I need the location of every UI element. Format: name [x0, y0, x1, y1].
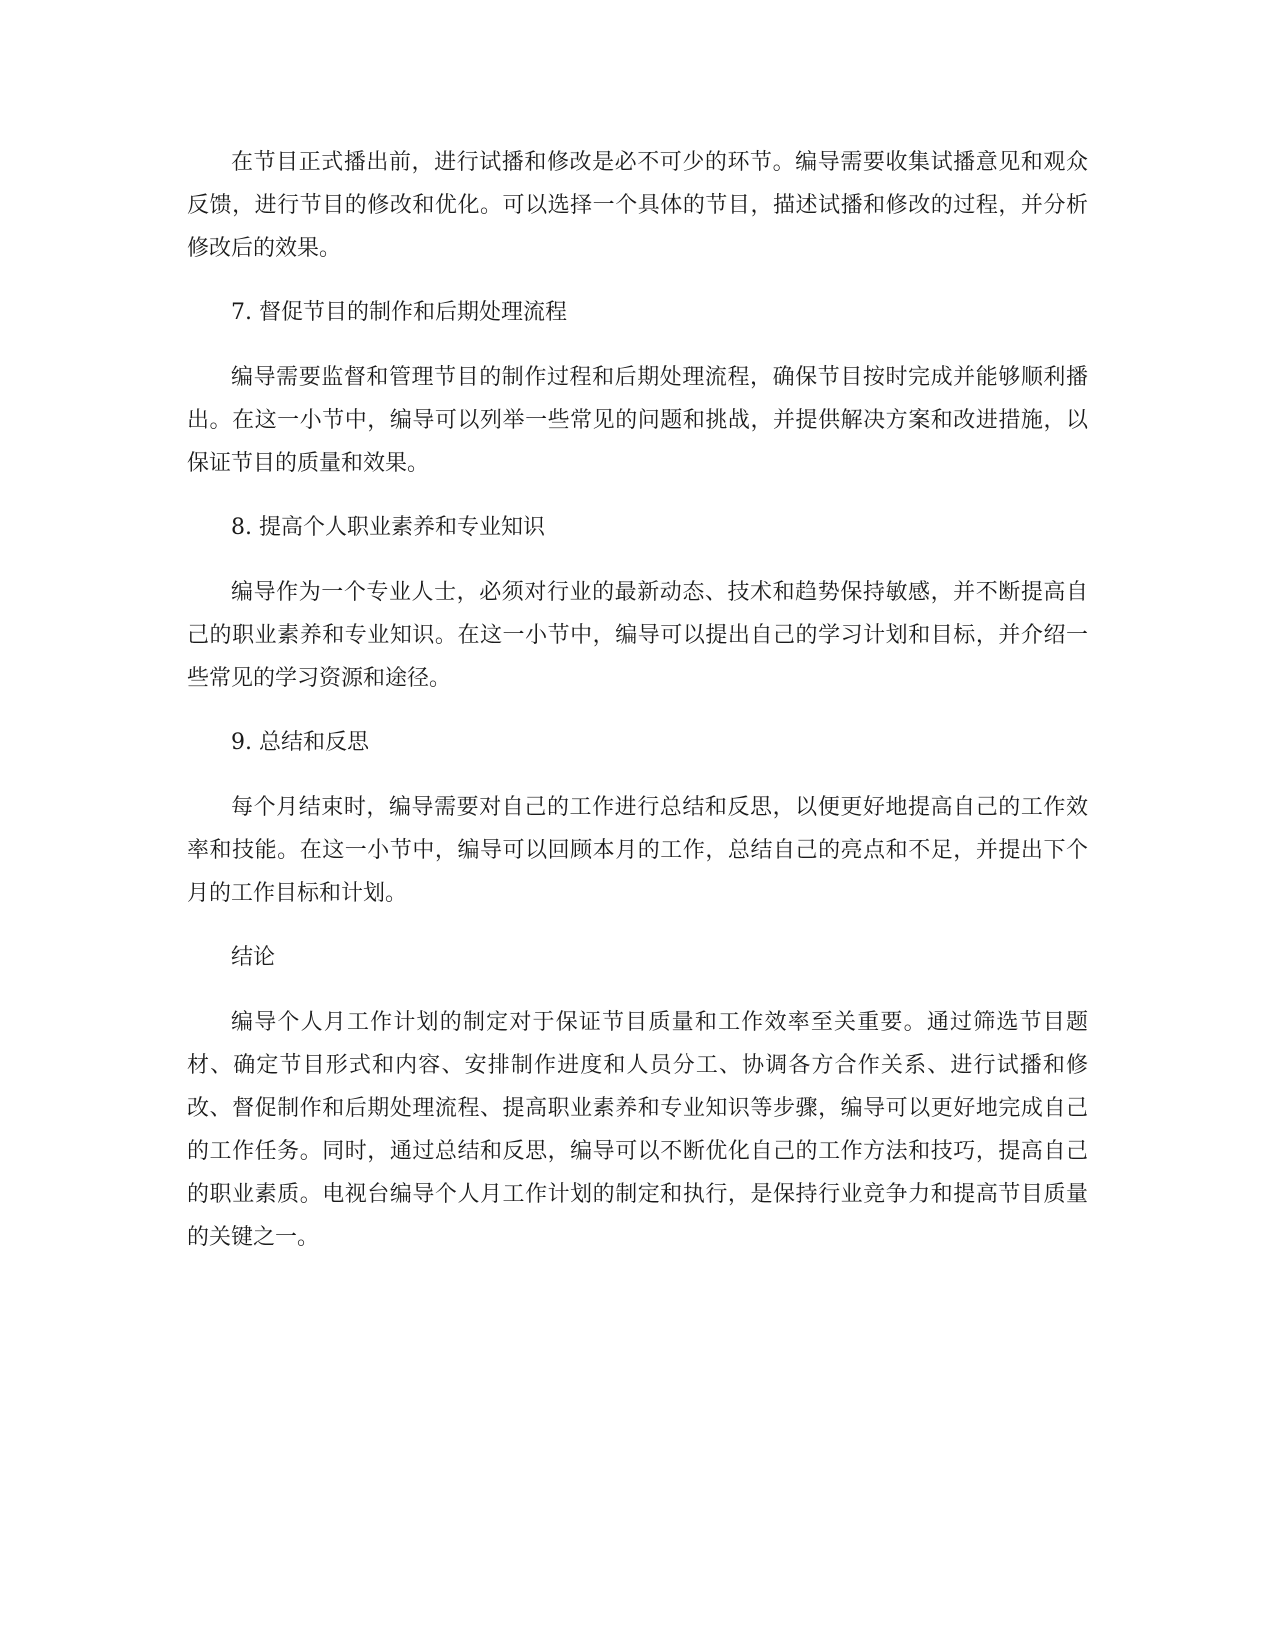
- section-heading-8: 8. 提高个人职业素养和专业知识: [231, 515, 545, 540]
- section-heading-9: 9. 总结和反思: [231, 730, 369, 755]
- paragraph-production-supervision: 编导需要监督和管理节目的制作过程和后期处理流程，确保节目按时完成并能够顺利播出。在这一小节中，编导可以列举一些常见的问题和挑战，并提供解决方案和改进措施，以保证节目的质量和效果。: [187, 365, 1088, 476]
- paragraph-summary-reflection: 每个月结束时，编导需要对自己的工作进行总结和反思，以便更好地提高自己的工作效率和技能。在这一小节中，编导可以回顾本月的工作，总结自己的亮点和不足，并提出下个月的工作目标和计划。: [187, 795, 1088, 906]
- paragraph-trial-broadcast: 在节目正式播出前，进行试播和修改是必不可少的环节。编导需要收集试播意见和观众反馈，进行节目的修改和优化。可以选择一个具体的节目，描述试播和修改的过程，并分析修改后的效果。: [187, 150, 1088, 261]
- section-heading-7: 7. 督促节目的制作和后期处理流程: [231, 300, 567, 325]
- section-heading-conclusion: 结论: [231, 945, 276, 970]
- paragraph-professional-development: 编导作为一个专业人士，必须对行业的最新动态、技术和趋势保持敏感，并不断提高自己的职业素养和专业知识。在这一小节中，编导可以提出自己的学习计划和目标，并介绍一些常见的学习资源和途径。: [187, 580, 1088, 691]
- paragraph-conclusion: 编导个人月工作计划的制定对于保证节目质量和工作效率至关重要。通过筛选节目题材、确定节目形式和内容、安排制作进度和人员分工、协调各方合作关系、进行试播和修改、督促制作和后期处理流程、提高职业素养和专业知识等步骤，编导可以更好地完成自己的工作任务。同时，通过总结和反思，编导可以不断优化自己的工作方法和技巧，提高自己的职业素质。电视台编导个人月工作计划的制定和执行，是保持行业竞争力和提高节目质量的关键之一。: [187, 1010, 1088, 1250]
- document-body: [187, 141, 1088, 1280]
